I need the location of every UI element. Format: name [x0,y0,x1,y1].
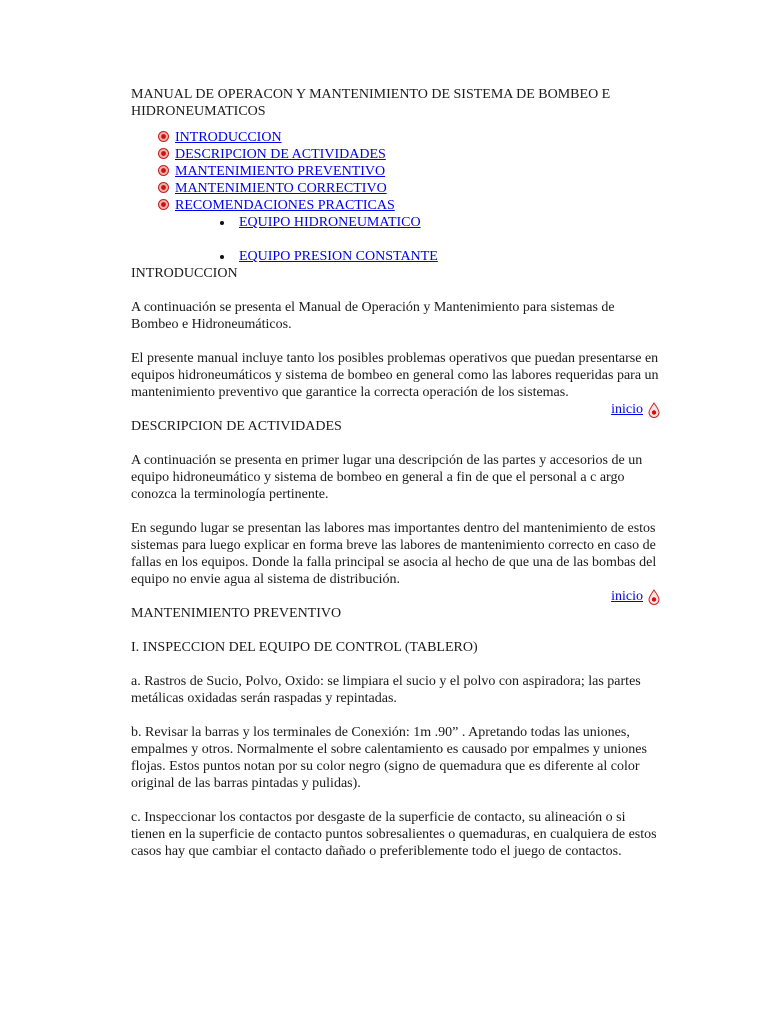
paragraph: a. Rastros de Sucio, Polvo, Oxido: se limpiara el sucio y el polvo con aspiradora; las partes metálicas oxidadas serán raspadas y repintadas. [131,674,641,706]
paragraph: A continuación se presenta en primer lugar una descripción de las partes y accesorios de un equipo hidroneumático y sistema de bombeo en general a fin de que el personal a c argo conozca la terminología pertinente. [131,453,643,502]
table-of-contents [131,129,661,214]
toc-item-descripcion [175,146,661,163]
toc-item-preventivo [175,163,661,180]
paragraph: En segundo lugar se presentan las labores mas importantes dentro del mantenimiento de estos sistemas para luego explicar en forma breve las labores de mantenimiento correcto en caso de fallas en los equipos. Donde la falla principal se asocia al hecho de que una de las bombas del equipo no envie agua al sistema de distribución. [131,521,657,587]
drop-arrow-icon [647,589,661,605]
subtoc-link-presion[interactable]: EQUIPO PRESION CONSTANTE [239,249,438,264]
inicio-link[interactable]: inicio [611,402,643,417]
toc-link-introduccion[interactable]: INTRODUCCION [175,130,282,145]
document-body [131,86,661,860]
back-to-top [131,401,661,418]
inicio-link[interactable]: inicio [611,589,643,604]
section-heading-preventivo: MANTENIMIENTO PREVENTIVO [131,606,342,621]
subtoc-link-hidroneumatico[interactable]: EQUIPO HIDRONEUMATICO [239,215,421,230]
toc-item-correctivo [175,180,661,197]
drop-arrow-icon [647,402,661,418]
paragraph: b. Revisar la barras y los terminales de Conexión: 1m .90” . Apretando todas las uniones, empalmes y otros. Normalmente el sobre calentamiento es causado por empalmes y uniones flojas. Estos puntos notan por su color negro (signo de quemadura que es diferente al color original de las barras pintadas y pulidas). [131,725,647,791]
paragraph: El presente manual incluye tanto los posibles problemas operativos que puedan presentarse en equipos hidroneumáticos y sistema de bombeo en general como las labores requeridas para un mantenimiento preventivo que garantice la correcta operación de los sistemas. [131,351,659,400]
sub-table-of-contents [131,214,661,265]
section-heading-introduccion: INTRODUCCION [131,266,238,281]
toc-link-recomendaciones[interactable]: RECOMENDACIONES PRACTICAS [175,198,395,213]
subtoc-item-hidroneumatico [239,214,661,231]
red-circle-bullet-icon [158,148,169,159]
red-circle-bullet-icon [158,199,169,210]
toc-link-correctivo[interactable]: MANTENIMIENTO CORRECTIVO [175,181,387,196]
toc-link-preventivo[interactable]: MANTENIMIENTO PREVENTIVO [175,164,386,179]
toc-item-introduccion [175,129,661,146]
section-heading-descripcion: DESCRIPCION DE ACTIVIDADES [131,419,342,434]
page-title: MANUAL DE OPERACON Y MANTENIMIENTO DE SISTEMA DE BOMBEO E HIDRONEUMATICOS [131,87,611,119]
toc-item-recomendaciones [175,197,661,214]
toc-link-descripcion[interactable]: DESCRIPCION DE ACTIVIDADES [175,147,386,162]
paragraph: A continuación se presenta el Manual de Operación y Mantenimiento para sistemas de Bombeo e Hidroneumáticos. [131,300,615,332]
subsection-heading: I. INSPECCION DEL EQUIPO DE CONTROL (TABLERO) [131,640,478,655]
paragraph: c. Inspeccionar los contactos por desgaste de la superficie de contacto, su alineación o si tienen en la superficie de contacto puntos sobresalientes o quemaduras, en cualquiera de estos casos hay que cambiar el contacto dañado o preferiblemente todo el juego de contactos. [131,810,657,859]
subtoc-item-presion [239,248,661,265]
red-circle-bullet-icon [158,182,169,193]
red-circle-bullet-icon [158,165,169,176]
back-to-top [131,588,661,605]
red-circle-bullet-icon [158,131,169,142]
